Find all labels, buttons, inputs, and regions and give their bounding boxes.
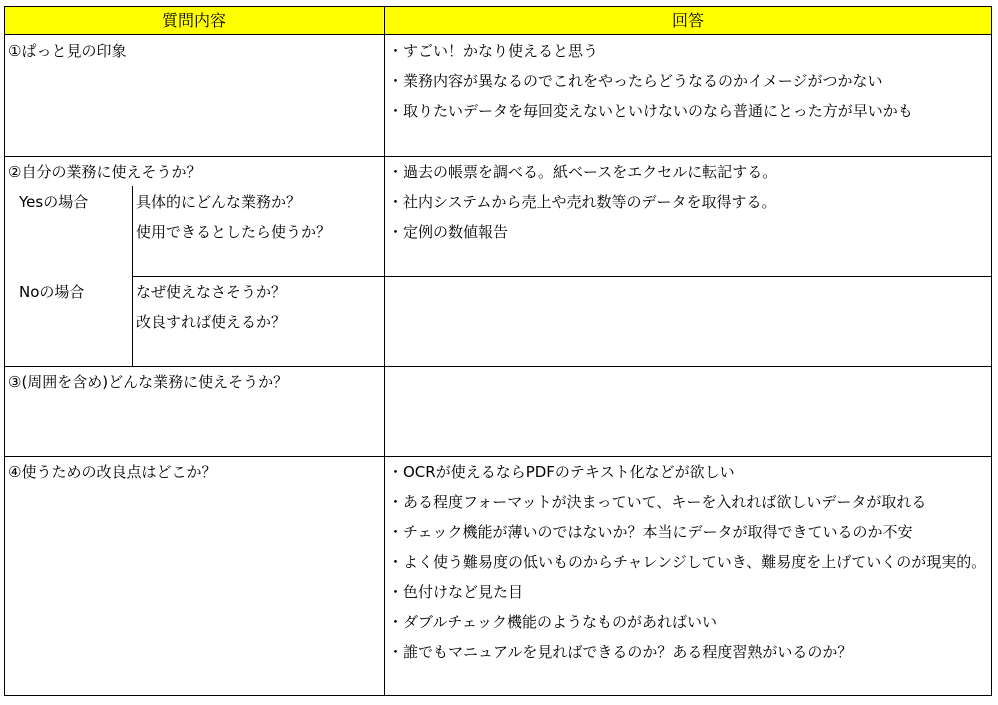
answer-4-5: ・色付けなど見た目 bbox=[388, 583, 524, 601]
yes-case-label: Yesの場合 bbox=[19, 193, 89, 211]
header-divider bbox=[4, 34, 992, 35]
answer-4-7: ・誰でもマニュアルを見ればできるのか？ある程度習熟がいるのか？ bbox=[388, 643, 853, 661]
answer-2-2: ・社内システムから売上や売れ数等のデータを取得する。 bbox=[388, 193, 777, 211]
table-border-bottom bbox=[4, 695, 992, 696]
header-answer: 回答 bbox=[385, 7, 991, 34]
table-border-right bbox=[991, 6, 992, 696]
question-2: ②自分の業務に使えそうか？ bbox=[8, 163, 202, 181]
answer-4-2: ・ある程度フォーマットが決まっていて、キーを入れれば欲しいデータが取れる bbox=[388, 493, 927, 511]
answer-4-3: ・チェック機能が薄いのではないか？本当にデータが取得できているのか不安 bbox=[388, 523, 913, 541]
answer-1-3: ・取りたいデータを毎回変えないといけないのなら普通にとった方が早いかも bbox=[388, 102, 913, 120]
table-border-left bbox=[4, 6, 5, 696]
answer-2-1: ・過去の帳票を調べる。紙ベースをエクセルに転記する。 bbox=[388, 163, 778, 181]
no-item-1: なぜ使えなさそうか？ bbox=[136, 283, 287, 301]
answer-4-4: ・よく使う難易度の低いものからチャレンジしていき、難易度を上げていくのが現実的。 bbox=[388, 553, 987, 571]
question-3: ③(周囲を含め)どんな業務に使えそうか？ bbox=[8, 373, 289, 391]
answer-2-3: ・定例の数値報告 bbox=[388, 223, 509, 241]
answer-4-6: ・ダブルチェック機能のようなものがあればいい bbox=[388, 613, 717, 631]
question-4: ④使うための改良点はどこか？ bbox=[8, 463, 217, 481]
question-1: ①ぱっと見の印象 bbox=[8, 42, 127, 60]
answer-4-1: ・OCRが使えるならPDFのテキスト化などが欲しい bbox=[388, 463, 735, 481]
table-border-top bbox=[4, 6, 992, 7]
no-item-2: 改良すれば使えるか？ bbox=[136, 313, 287, 331]
yes-item-1: 具体的にどんな業務か？ bbox=[136, 193, 302, 211]
header-question: 質問内容 bbox=[5, 7, 383, 34]
subcolumn-divider bbox=[132, 186, 133, 366]
answer-1-1: ・すごい！かなり使えると思う bbox=[388, 42, 599, 60]
yes-item-2: 使用できるとしたら使うか？ bbox=[136, 223, 332, 241]
no-case-label: Noの場合 bbox=[19, 283, 85, 301]
column-divider bbox=[384, 6, 385, 696]
survey-table bbox=[4, 6, 992, 696]
answer-1-2: ・業務内容が異なるのでこれをやったらどうなるのかイメージがつかない bbox=[388, 72, 883, 90]
